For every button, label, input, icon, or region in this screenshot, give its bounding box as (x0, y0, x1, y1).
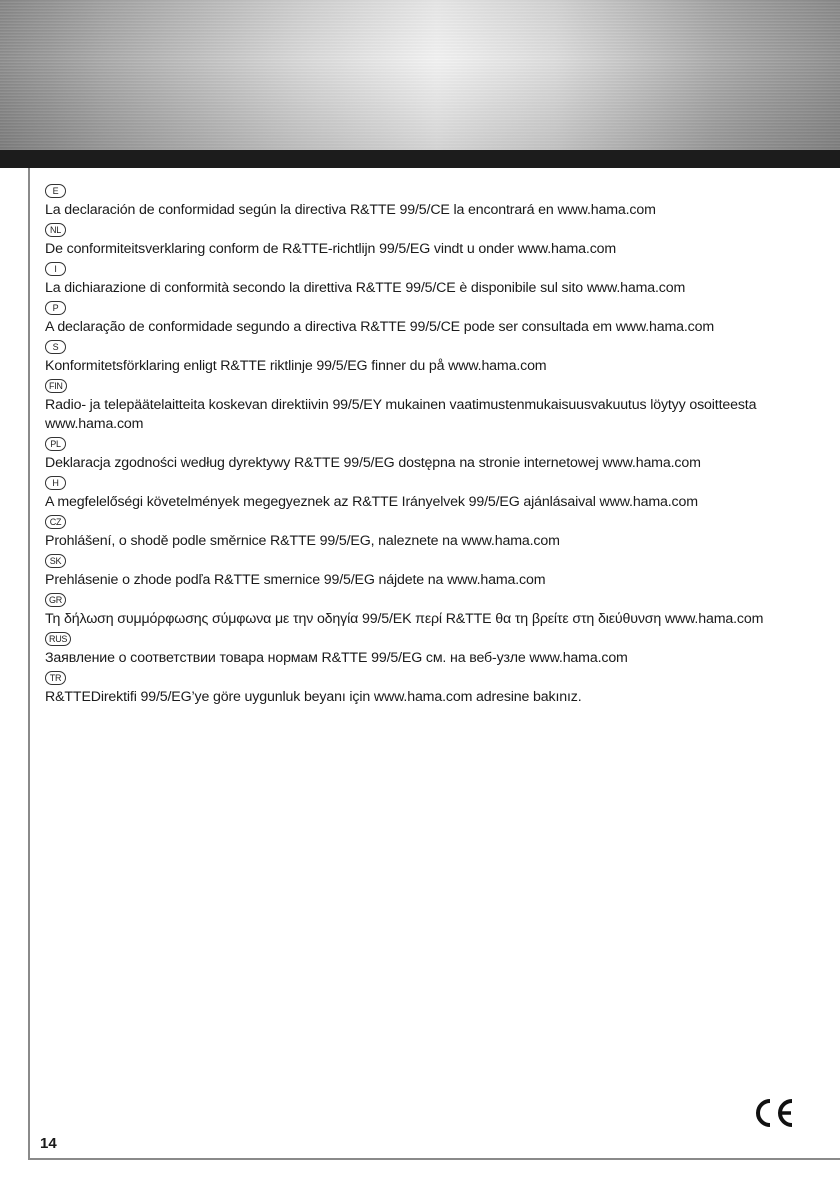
declaration-block-cz (45, 512, 825, 551)
header-black-band (0, 150, 840, 168)
language-badge: RUS (45, 632, 71, 646)
declaration-block-s (45, 337, 825, 376)
declaration-block-e (45, 181, 825, 220)
declaration-block-rus (45, 629, 825, 668)
language-badge: I (45, 262, 66, 276)
declaration-list (45, 181, 825, 707)
declaration-text: Τη δήλωση συμμόρφωσης σύμφωνα με την οδηγία 99/5/ΕΚ περί R&TTE θα τη βρείτε στη διεύθυνση www.hama.com (45, 611, 764, 627)
page-number: 14 (40, 1135, 57, 1152)
page-frame-left-rule (28, 168, 30, 1160)
language-badge: P (45, 301, 66, 315)
declaration-block-pl (45, 434, 825, 473)
declaration-text: La dichiarazione di conformità secondo la direttiva R&TTE 99/5/CE è disponibile sul sito www.hama.com (45, 280, 686, 296)
declaration-block-p (45, 298, 825, 337)
declaration-text: De conformiteitsverklaring conform de R&TTE-richtlijn 99/5/EG vindt u onder www.hama.com (45, 241, 617, 257)
language-badge: S (45, 340, 66, 354)
declaration-block-fin (45, 376, 825, 434)
language-badge: GR (45, 593, 66, 607)
declaration-block-i (45, 259, 825, 298)
declaration-text: Prehlásenie o zhode podľa R&TTE smernice 99/5/EG nájdete na www.hama.com (45, 572, 546, 588)
language-badge: PL (45, 437, 66, 451)
declaration-block-h (45, 473, 825, 512)
header-shading (0, 0, 840, 150)
language-badge: H (45, 476, 66, 490)
declaration-text: Заявление о соответствии товара нормам R&TTE 99/5/EG см. на веб-узле www.hama.com (45, 650, 628, 666)
language-badge: SK (45, 554, 66, 568)
language-badge: E (45, 184, 66, 198)
declaration-text: Prohlášení, o shodě podle směrnice R&TTE 99/5/EG, naleznete na www.hama.com (45, 533, 560, 549)
declaration-text: R&TTEDirektifi 99/5/EG’ye göre uygunluk beyanı için www.hama.com adresine bakınız. (45, 689, 582, 705)
declaration-text: A megfelelőségi követelmények megegyeznek az R&TTE Irányelvek 99/5/EG ajánlásaival www.hama.com (45, 494, 698, 510)
declaration-text: Deklaracja zgodności według dyrektywy R&TTE 99/5/EG dostępna na stronie internetowej www.hama.com (45, 455, 701, 471)
language-badge: FIN (45, 379, 67, 393)
ce-mark-icon (754, 1098, 796, 1128)
declaration-text: A declaração de conformidade segundo a directiva R&TTE 99/5/CE pode ser consultada em www.hama.com (45, 319, 715, 335)
declaration-block-nl (45, 220, 825, 259)
declaration-text: Radio- ja telepäätelaitteita koskevan direktiivin 99/5/EY mukainen vaatimustenmukaisuusvakuutus löytyy osoitteesta www.hama.com (45, 397, 757, 432)
language-badge: NL (45, 223, 66, 237)
declaration-text: La declaración de conformidad según la directiva R&TTE 99/5/CE la encontrará en www.hama.com (45, 202, 656, 218)
language-badge: CZ (45, 515, 66, 529)
declaration-text: Konformitetsförklaring enligt R&TTE riktlinje 99/5/EG finner du på www.hama.com (45, 358, 547, 374)
declaration-block-sk (45, 551, 825, 590)
page-frame-bottom-rule (28, 1158, 840, 1160)
language-badge: TR (45, 671, 66, 685)
declaration-block-gr (45, 590, 825, 629)
declaration-block-tr (45, 668, 825, 707)
